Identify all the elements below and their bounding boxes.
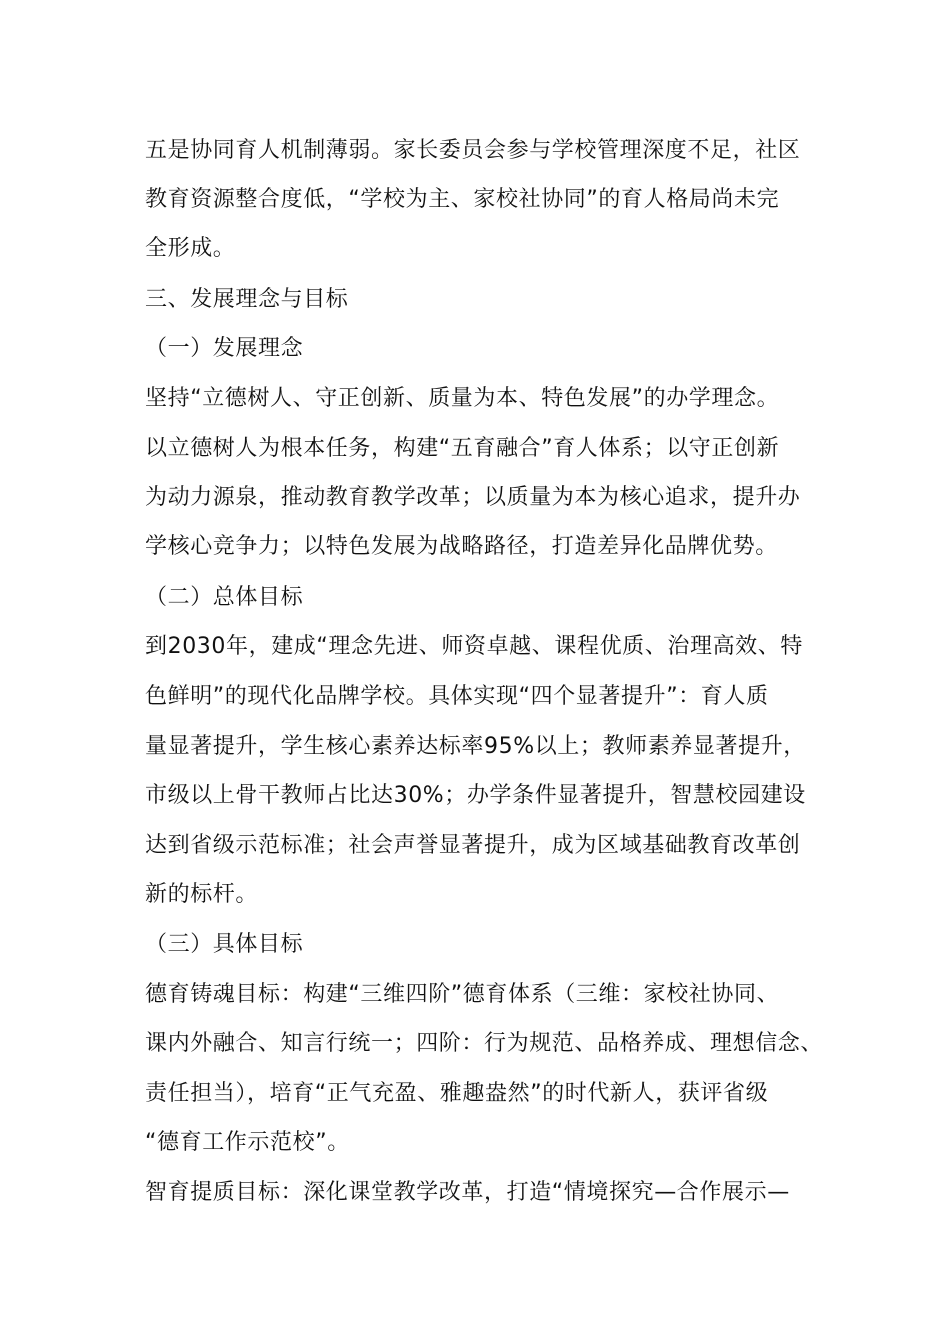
text-line: 责任担当），培育“正气充盈、雅趣盎然”的时代新人，获评省级: [145, 1081, 769, 1106]
text-line: 色鲜明”的现代化品牌学校。具体实现“四个显著提升”：育人质: [145, 684, 769, 709]
section-heading: 三、发展理念与目标: [145, 287, 349, 312]
text-line: 课内外融合、知言行统一；四阶：行为规范、品格养成、理想信念、: [145, 1031, 824, 1056]
text-line: 学核心竞争力；以特色发展为战略路径，打造差异化品牌优势。: [145, 534, 778, 559]
text-line: 智育提质目标：深化课堂教学改革，打造“情境探究—合作展示—: [145, 1180, 790, 1205]
text-line: 到2030年，建成“理念先进、师资卓越、课程优质、治理高效、特: [145, 634, 803, 659]
text-line: 达到省级示范标准；社会声誉显著提升，成为区域基础教育改革创: [145, 833, 801, 858]
text-line: 为动力源泉，推动教育教学改革；以质量为本为核心追求，提升办: [145, 485, 801, 510]
text-line: 以立德树人为根本任务，构建“五育融合”育人体系；以守正创新: [145, 436, 780, 461]
subsection-heading: （二）总体目标: [145, 585, 304, 610]
text-line: 坚持“立德树人、守正创新、质量为本、特色发展”的办学理念。: [145, 386, 780, 411]
text-line: 五是协同育人机制薄弱。家长委员会参与学校管理深度不足，社区: [145, 138, 801, 163]
subsection-heading: （一）发展理念: [145, 336, 304, 361]
text-line: 教育资源整合度低，“学校为主、家校社协同”的育人格局尚未完: [145, 187, 780, 212]
text-line: 量显著提升，学生核心素养达标率95%以上；教师素养显著提升，: [145, 734, 806, 759]
text-line: 全形成。: [145, 236, 236, 261]
subsection-heading: （三）具体目标: [145, 932, 304, 957]
text-line: “德育工作示范校”。: [145, 1130, 350, 1155]
text-line: 德育铸魂目标：构建“三维四阶”德育体系（三维：家校社协同、: [145, 982, 780, 1007]
text-line: 新的标杆。: [145, 882, 259, 907]
text-line: 市级以上骨干教师占比达30%；办学条件显著提升，智慧校园建设: [145, 783, 806, 808]
